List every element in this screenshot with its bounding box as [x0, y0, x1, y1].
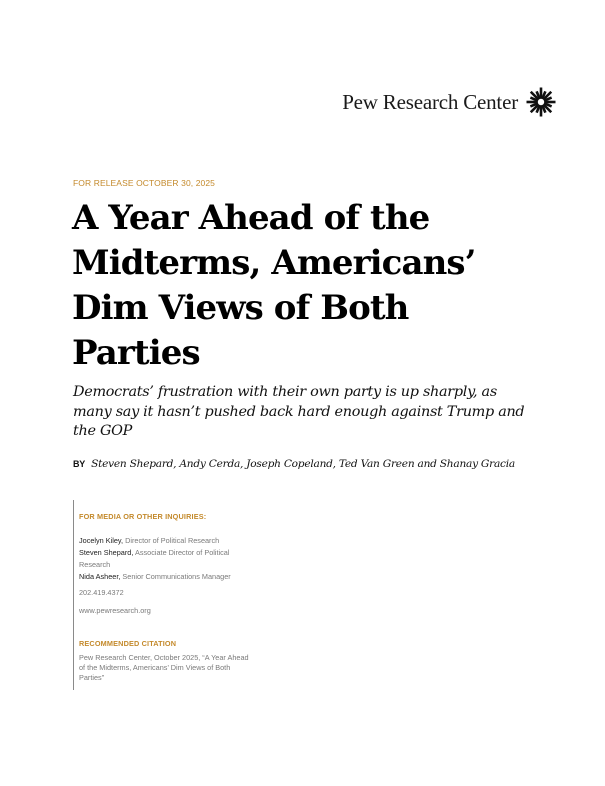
byline — [73, 458, 553, 470]
release-date: FOR RELEASE OCTOBER 30, 2025 — [73, 178, 216, 188]
citation-text — [79, 653, 264, 683]
contact-name: Jocelyn Kiley, — [79, 536, 124, 545]
subtitle-line: many say it hasn’t pushed back hard enough against Trump and — [73, 403, 525, 420]
contact-phone: 202.419.4372 — [79, 588, 124, 597]
contact-name: Steven Shepard, — [79, 548, 134, 557]
citation-line: of the Midterms, Americans’ Dim Views of Both — [79, 663, 231, 672]
contact-role: Senior Communications Manager — [122, 572, 231, 581]
contact-role: Research — [79, 560, 111, 569]
report-subtitle — [73, 383, 543, 442]
citation-line: Pew Research Center, October 2025, “A Year Ahead — [79, 653, 249, 662]
contact-entry — [79, 535, 263, 547]
contact-role: Associate Director of Political — [135, 548, 230, 557]
contact-list — [79, 535, 263, 583]
brand-name: Pew Research Center — [342, 89, 518, 114]
media-inquiries-heading: FOR MEDIA OR OTHER INQUIRIES: — [79, 512, 207, 521]
report-title — [72, 196, 542, 376]
website-link[interactable]: www.pewresearch.org — [79, 606, 151, 615]
byline-authors: Steven Shepard, Andy Cerda, Joseph Copeland, Ted Van Green and Shanay Gracia — [91, 458, 515, 470]
title-line: Parties — [72, 333, 200, 373]
title-line: Midterms, Americans’ — [72, 243, 476, 283]
sunburst-logo-icon — [525, 86, 557, 118]
contact-name: Nida Asheer, — [79, 572, 121, 581]
byline-prefix: BY — [73, 459, 86, 469]
contact-entry — [79, 547, 263, 559]
title-line: A Year Ahead of the — [72, 198, 430, 238]
contact-entry — [79, 559, 263, 571]
contact-role: Director of Political Research — [125, 536, 220, 545]
citation-heading: RECOMMENDED CITATION — [79, 639, 177, 648]
contact-entry — [79, 571, 263, 583]
header — [342, 86, 557, 118]
subtitle-line: the GOP — [73, 423, 133, 439]
contact-sidebar — [73, 500, 263, 690]
title-line: Dim Views of Both — [72, 288, 409, 328]
citation-line: Parties” — [79, 673, 105, 682]
subtitle-line: Democrats’ frustration with their own party is up sharply, as — [73, 384, 497, 400]
